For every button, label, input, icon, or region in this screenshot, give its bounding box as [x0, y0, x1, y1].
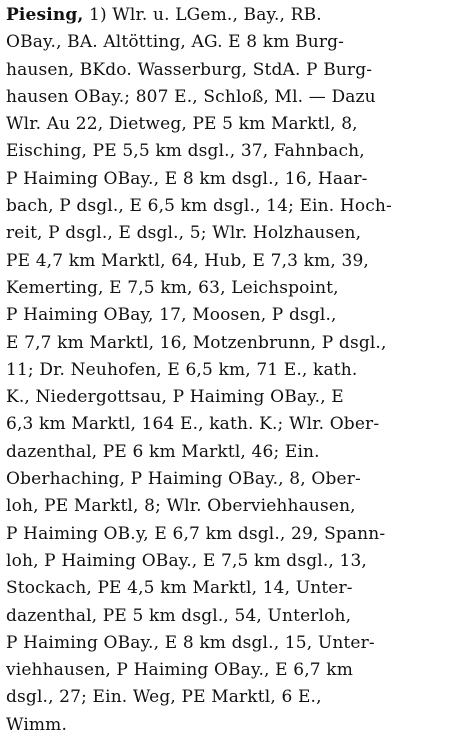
entry-line: P Haiming OB.y, E 6,7 km dsgl., 29, Spann- — [6, 523, 386, 544]
entry-line: hausen OBay.; 807 E., Schloß, Ml. — Dazu — [6, 86, 376, 107]
entry-line — [6, 2, 456, 29]
entry-line: Stockach, PE 4,5 km Marktl, 14, Unter- — [6, 578, 353, 599]
entry-line-text: 1) Wlr. u. LGem., Bay., RB. — [83, 5, 322, 25]
entry-line: E 7,7 km Marktl, 16, Motzenbrunn, P dsgl., — [6, 332, 387, 353]
entry-line: loh, P Haiming OBay., E 7,5 km dsgl., 13, — [6, 550, 367, 571]
entry-line: K., Niedergottsau, P Haiming OBay., E — [6, 387, 344, 408]
entry-line: P Haiming OBay., E 8 km dsgl., 16, Haar- — [6, 168, 368, 189]
entry-line: dsgl., 27; Ein. Weg, PE Marktl, 6 E., — [6, 687, 322, 708]
entry-line: reit, P dsgl., E dsgl., 5; Wlr. Holzhausen, — [6, 223, 362, 244]
entry-line: Wlr. Au 22, Dietweg, PE 5 km Marktl, 8, — [6, 114, 358, 135]
entry-line: Oberhaching, P Haiming OBay., 8, Ober- — [6, 469, 361, 490]
entry-headword: Piesing, — [6, 5, 84, 25]
entry-line: bach, P dsgl., E 6,5 km dsgl., 14; Ein. Hoch- — [6, 196, 392, 217]
gazetteer-entry — [6, 2, 456, 739]
entry-line: 6,3 km Marktl, 164 E., kath. K.; Wlr. Ober- — [6, 414, 380, 435]
entry-line: P Haiming OBay, 17, Moosen, P dsgl., — [6, 305, 337, 326]
entry-line: dazenthal, PE 5 km dsgl., 54, Unterloh, — [6, 605, 352, 626]
entry-line: loh, PE Marktl, 8; Wlr. Oberviehhausen, — [6, 496, 356, 517]
entry-line: 11; Dr. Neuhofen, E 6,5 km, 71 E., kath. — [6, 359, 358, 380]
entry-line: dazenthal, PE 6 km Marktl, 46; Ein. — [6, 441, 320, 462]
entry-line: OBay., BA. Altötting, AG. E 8 km Burg- — [6, 32, 345, 53]
entry-line: viehhausen, P Haiming OBay., E 6,7 km — [6, 660, 354, 681]
entry-line: hausen, BKdo. Wasserburg, StdA. P Burg- — [6, 59, 373, 80]
entry-line: PE 4,7 km Marktl, 64, Hub, E 7,3 km, 39, — [6, 250, 369, 271]
entry-line: Eisching, PE 5,5 km dsgl., 37, Fahnbach, — [6, 141, 365, 162]
entry-line: Wimm. — [6, 714, 68, 735]
entry-line: P Haiming OBay., E 8 km dsgl., 15, Unter- — [6, 632, 375, 653]
entry-line: Kemerting, E 7,5 km, 63, Leichspoint, — [6, 277, 339, 298]
